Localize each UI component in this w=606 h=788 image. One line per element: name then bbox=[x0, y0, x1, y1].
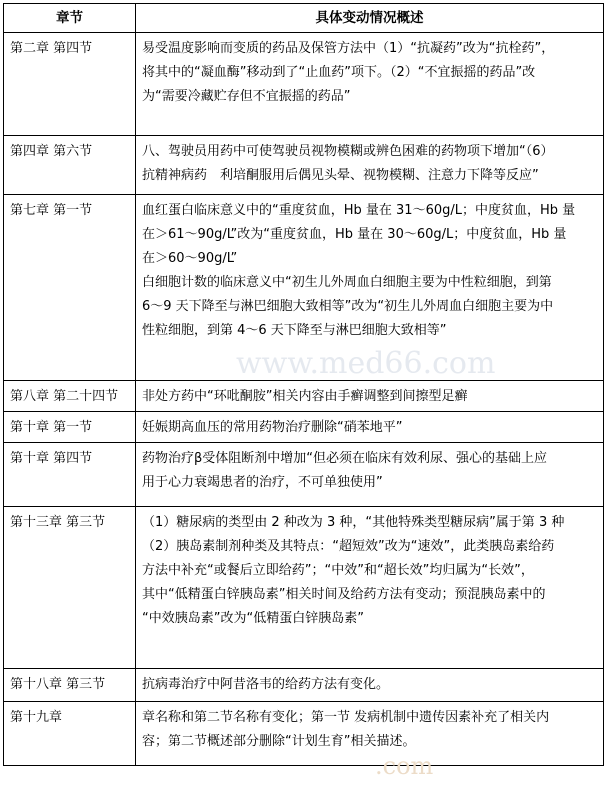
summary-line: 性粒细胞，到第 4～6 天下降至与淋巴细胞大致相等” bbox=[142, 323, 447, 338]
table-row bbox=[4, 507, 604, 669]
summary-line: 药物治疗β受体阻断剂中增加“但必须在临床有效利尿、强心的基础上应 bbox=[142, 451, 548, 466]
summary-line: 容；第二节概述部分删除“计划生育”相关描述。 bbox=[142, 734, 416, 749]
summary-cell bbox=[136, 669, 604, 702]
summary-line: 白细胞计数的临床意义中“初生儿外周血白细胞主要为中性粒细胞，到第 bbox=[142, 275, 552, 290]
summary-cell bbox=[136, 412, 604, 443]
summary-line: 为“需要冷藏贮存但不宜振摇的药品” bbox=[142, 89, 351, 104]
chapter-cell: 第十九章 bbox=[4, 702, 136, 766]
summary-line: 用于心力衰竭患者的治疗，不可单独使用” bbox=[142, 475, 383, 490]
table-row bbox=[4, 136, 604, 195]
summary-line: 抗病毒治疗中阿昔洛韦的给药方法有变化。 bbox=[142, 677, 390, 692]
watermark: www.med66.com bbox=[236, 346, 496, 381]
watermark-footer: .com bbox=[375, 752, 434, 780]
summary-cell bbox=[136, 702, 604, 766]
summary-line: 八、驾驶员用药中可使驾驶员视物模糊或辨色困难的药物项下增加“（6） bbox=[142, 144, 554, 159]
summary-line: 易受温度影响而变质的药品及保管方法中（1）“抗凝药”改为“抗栓药”， bbox=[142, 41, 555, 56]
table-row bbox=[4, 412, 604, 443]
summary-cell bbox=[136, 33, 604, 136]
summary-line: 妊娠期高血压的常用药物治疗删除“硝苯地平” bbox=[142, 420, 403, 435]
summary-line: 将其中的“凝血酶”移动到了“止血药”项下。（2）“不宜振摇的药品”改 bbox=[142, 65, 536, 80]
chapter-cell: 第八章 第二十四节 bbox=[4, 381, 136, 412]
chapter-cell: 第四章 第六节 bbox=[4, 136, 136, 195]
summary-line: 血红蛋白临床意义中的“重度贫血，Hb 量在 31～60g/L；中度贫血，Hb 量 bbox=[142, 203, 576, 218]
summary-line: 章名称和第二节名称有变化；第一节 发病机制中遗传因素补充了相关内 bbox=[142, 710, 550, 725]
table-row bbox=[4, 381, 604, 412]
summary-line: （1）糖尿病的类型由 2 种改为 3 种，“其他特殊类型糖尿病”属于第 3 种 bbox=[142, 515, 565, 530]
table-row bbox=[4, 33, 604, 136]
header-chapter: 章节 bbox=[4, 4, 136, 33]
summary-line: 在＞60～90g/L” bbox=[142, 251, 238, 266]
chapter-cell: 第十章 第一节 bbox=[4, 412, 136, 443]
table-row bbox=[4, 443, 604, 507]
summary-cell bbox=[136, 195, 604, 381]
summary-cell bbox=[136, 381, 604, 412]
summary-line: 方法中补充“或餐后立即给药”；“中效”和“超长效”均归属为“长效”， bbox=[142, 563, 534, 578]
summary-line: 抗精神病药 利培酮服用后偶见头晕、视物模糊、注意力下降等反应” bbox=[142, 168, 539, 183]
changes-table bbox=[3, 3, 604, 766]
summary-line: 非处方药中“环吡酮胺”相关内容由手癣调整到间擦型足癣 bbox=[142, 389, 468, 404]
summary-cell bbox=[136, 507, 604, 669]
chapter-cell: 第十章 第四节 bbox=[4, 443, 136, 507]
summary-cell bbox=[136, 443, 604, 507]
table-row bbox=[4, 195, 604, 381]
summary-line: 在＞61～90g/L”改为“重度贫血，Hb 量在 30～60g/L；中度贫血，Hb 量 bbox=[142, 227, 567, 242]
table-row bbox=[4, 669, 604, 702]
table-row bbox=[4, 702, 604, 766]
summary-line: 其中“低精蛋白锌胰岛素”相关时间及给药方法有变动；预混胰岛素中的 bbox=[142, 587, 546, 602]
chapter-cell: 第十八章 第三节 bbox=[4, 669, 136, 702]
header-summary: 具体变动情况概述 bbox=[136, 4, 604, 33]
summary-line: （2）胰岛素制剂种类及其特点：“超短效”改为“速效”，此类胰岛素给药 bbox=[142, 539, 555, 554]
chapter-cell: 第二章 第四节 bbox=[4, 33, 136, 136]
chapter-cell: 第十三章 第三节 bbox=[4, 507, 136, 669]
summary-line: “中效胰岛素”改为“低精蛋白锌胰岛素” bbox=[142, 611, 364, 626]
summary-cell bbox=[136, 136, 604, 195]
summary-line: 6～9 天下降至与淋巴细胞大致相等”改为“初生儿外周血白细胞主要为中 bbox=[142, 299, 554, 314]
header-row bbox=[4, 4, 604, 33]
chapter-cell: 第七章 第一节 bbox=[4, 195, 136, 381]
